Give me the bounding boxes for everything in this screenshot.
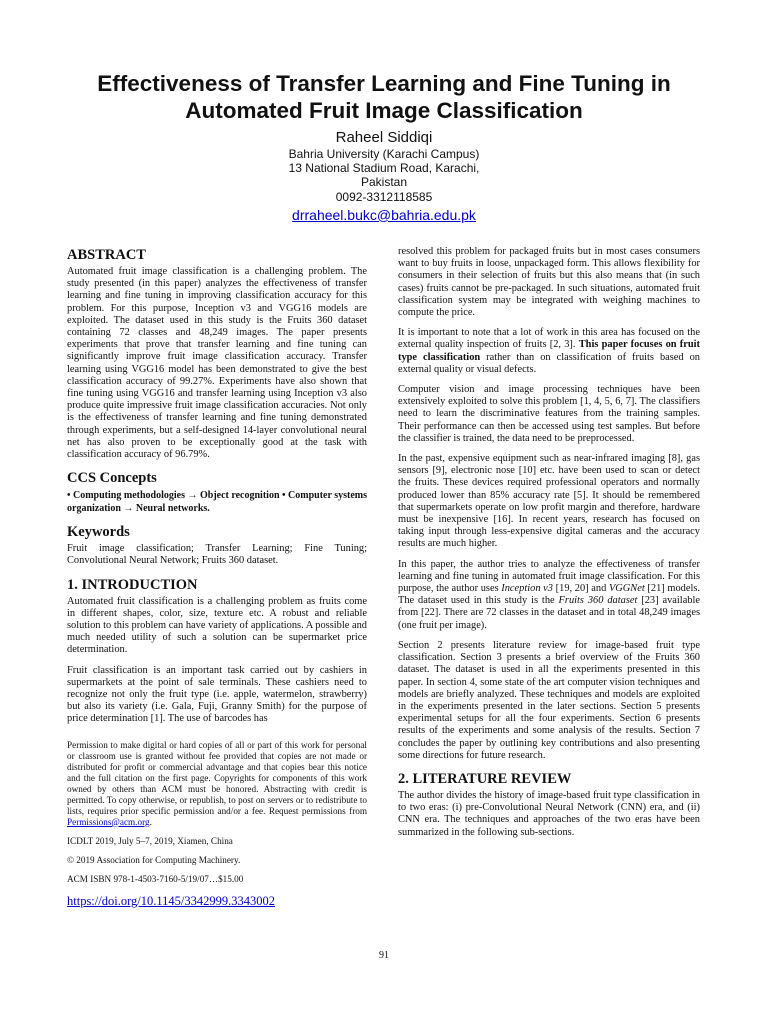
- author-name: Raheel Siddiqi: [335, 129, 433, 146]
- model-name: Inception v3: [501, 583, 553, 595]
- isbn-info: ACM ISBN 978-1-4503-7160-5/19/07…$15.00: [67, 873, 244, 884]
- text-run: [21] models. The dataset used in this study is the: [398, 583, 700, 607]
- body-paragraph: In the past, expensive equipment such as near-infrared imaging [8], gas sensors [9], electronic nose [10] etc. have been used to scan or detect the fruits. These devices required professional operators and normally produced lower than 85% accuracy rate [5]. It should be remembered that supermarkets operate on low profit margin and therefore, hardware must be inexpensive [16]. In recent years, research has focused on taking input through less-expensive digital cameras and the accuracy results are much higher.: [398, 453, 700, 550]
- body-paragraph: [398, 327, 700, 376]
- literature-review-heading: 2. LITERATURE REVIEW: [398, 770, 572, 787]
- conference-info: ICDLT 2019, July 5–7, 2019, Xiamen, China: [67, 835, 233, 846]
- text-run: rather than on classification of fruits based on external quality or visual defects.: [398, 351, 700, 375]
- keywords-text: Fruit image classification; Transfer Learning; Fine Tuning; Convolutional Neural Network; Fruits 360 dataset.: [67, 543, 367, 567]
- ccs-heading: CCS Concepts: [67, 470, 157, 487]
- body-paragraph: resolved this problem for packaged fruits but in most cases consumers want to buy fruits in loose, unpackaged form. This allows flexibility for consumers in their selection of fruits but this also means that (in such cases) fruits cannot be pre-packaged. In such situations, automated fruit classification system may be integrated with weighing machines to compute the price.: [398, 246, 700, 319]
- paper-title: Effectiveness of Transfer Learning and Fine Tuning in Automated Fruit Image Classification: [97, 71, 671, 123]
- left-column: [67, 246, 367, 909]
- affiliation-line: 13 National Stadium Road, Karachi,: [288, 161, 480, 176]
- author-email-link[interactable]: drraheel.bukc@bahria.edu.pk: [292, 206, 476, 223]
- permissions-email-link[interactable]: Permissions@acm.org: [67, 816, 150, 827]
- affiliation-line: Bahria University (Karachi Campus): [288, 147, 480, 161]
- abstract-heading: ABSTRACT: [67, 247, 146, 263]
- body-paragraph: Computer vision and image processing techniques have been extensively exploited to solve this problem [1, 4, 5, 6, 7]. The classifiers need to learn the discriminative features from the training samples. Their performance can then be accessed using test samples. But before the classifier is trained, the data need to be preprocessed.: [398, 384, 700, 444]
- dataset-name: Fruits 360 dataset: [558, 595, 638, 607]
- text-run: [19, 20] and: [553, 583, 609, 595]
- text-run: It is important to note that a lot of work in this area has focused on the external quality inspection of fruits [2, 3].: [398, 327, 700, 351]
- affiliation-line: Pakistan: [360, 175, 408, 190]
- text-run: [23] available from [22]. There are 72 classes in the dataset and in total 48,249 images (one fruit per image).: [398, 595, 700, 631]
- intro-paragraph: Automated fruit classification is a challenging problem as fruits come in different shapes, color, size, texture etc. A robust and reliable solution to this problem can have variety of applications. A possible and much needed utility of such a solution can be supermarket price determination.: [67, 595, 367, 656]
- doi-link[interactable]: https://doi.org/10.1145/3342999.3343002: [67, 893, 275, 908]
- permission-text: Permission to make digital or hard copies of all or part of this work for personal or classroom use is granted without fee provided that copies are not made or distributed for profit or commercial advantage and that copies bear this notice and the full citation on the first page. Copyrights for components of this work owned by others than ACM must be honored. Abstracting with credit is permitted. To copy otherwise, or republish, to post on servers or to redistribute to lists, requires prior specific permission and/or a fee. Request permissions from: [67, 739, 367, 816]
- body-paragraph: [398, 559, 700, 632]
- introduction-heading: 1. INTRODUCTION: [67, 576, 198, 593]
- phone-line: 0092-3312118585: [335, 189, 433, 204]
- abstract-text: Automated fruit image classification is a challenging problem. The study presented (in this paper) analyzes the effectiveness of transfer learning and fine tuning in improving classification accuracy for this problem. For this purpose, Inception v3 and VGG16 models are exploited. The dataset used in this study is the Fruits 360 dataset containing 72 classes and 48,249 images. The paper presents experiments that prove that transfer learning and fine tuning can significantly improve fruit image classification accuracy. Transfer learning using VGG16 model has been demonstrated to give the best classification accuracy of 99.27%. Experiments have also shown that fine tuning using VGG16 and transfer learning using Inception v3 also produce quite impressive fruit image classification accuracies. Not only is the effectiveness of transfer learning and fine tuning demonstrated through experiments, but a self-designed 14-layer convolutional neural net has also proven to be exceptionally good at the task with classification accuracy of 96.79%.: [67, 266, 367, 461]
- keywords-heading: Keywords: [67, 524, 130, 541]
- body-paragraph: The author divides the history of image-based fruit type classification in to two eras: (i) pre-Convolutional Neural Network (CNN) era, and (ii) CNN era. The techniques and approaches of the two eras have been summarized in the following sub-sections.: [398, 789, 700, 838]
- page-number: 91: [379, 950, 389, 961]
- copyright-info: © 2019 Association for Computing Machinery.: [67, 854, 241, 865]
- emphasis-run: This paper focuses on fruit type classification: [398, 339, 700, 363]
- model-name: VGGNet: [608, 583, 645, 595]
- text-run: In this paper, the author tries to analyze the effectiveness of transfer learning and fine tuning in automated fruit image classification. For this purpose, the author uses: [398, 558, 700, 595]
- intro-paragraph: Fruit classification is an important task carried out by cashiers in supermarkets at the point of sale terminals. These cashiers need to recognize not only the fruit type (i.e. apple, watermelon, strawberry) but also its variety (i.e. Gala, Fuji, Granny Smith) for the purpose of price determination [1]. The use of barcodes has: [67, 664, 367, 725]
- author-block: [184, 128, 584, 224]
- ccs-text: • Computing methodologies → Object recognition • Computer systems organization → Neural networks.: [67, 490, 367, 515]
- right-column: [398, 246, 700, 847]
- permission-notice: Permission to make digital or hard copies of all or part of this work for personal or classroom use is granted without fee provided that copies are not made or distributed for profit or commercial advantage and that copies bear this notice and the full citation on the first page. Copyrights for components of this work owned by others than ACM must be honored. Abstracting with credit is permitted. To copy otherwise, or republish, to post on servers or to redistribute to lists, requires prior specific permission and/or a fee. Request permissions from Permissions@acm.org.: [67, 739, 367, 827]
- body-paragraph: Section 2 presents literature review for image-based fruit type classification. Section 3 presents a brief overview of the Fruits 360 dataset. The dataset is used in all the experiments presented in this paper. In section 4, some state of the art computer vision techniques and models are briefly analyzed. These techniques and models are exploited in the experiments presented in the later sections. Section 5 presents experimental setups for all the four experiments. Section 6 presents results of the experiments and some analysis of the results. Section 7 concludes the paper by outlining key contributions and also presenting some directions for future research.: [398, 639, 700, 761]
